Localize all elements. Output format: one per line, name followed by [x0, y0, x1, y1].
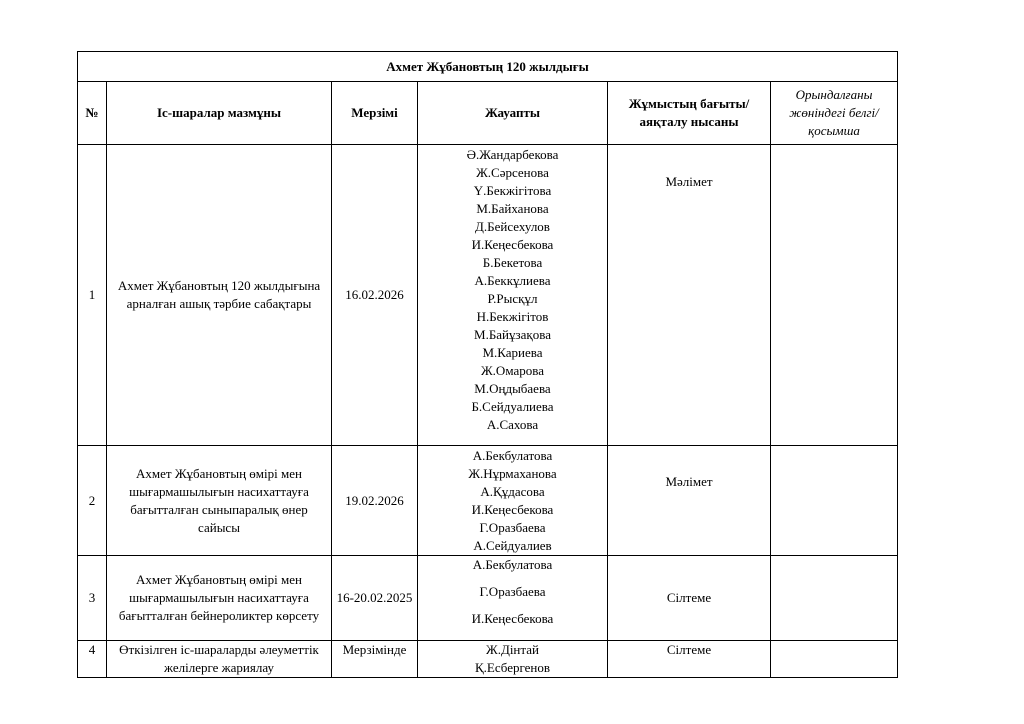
row-num: 3: [78, 556, 107, 641]
header-note: Орындалғаны жөніндегі белгі/қосымша: [771, 82, 898, 145]
responsible-person: А.Беккұлиева: [474, 273, 551, 288]
table-row: [78, 145, 898, 446]
row-date: 16.02.2026: [332, 145, 418, 446]
header-content: Іс-шаралар мазмұны: [107, 82, 332, 145]
row-note: [771, 145, 898, 446]
row-content: Ахмет Жұбановтың өмірі мен шығармашылығын насихаттауға бағытталған бейнероликтер көрсету: [107, 556, 332, 641]
row-content: Ахмет Жұбановтың 120 жылдығына арналған ашық тәрбие сабақтары: [107, 145, 332, 446]
row-responsible: [418, 145, 608, 446]
responsible-person: И.Кеңесбекова: [471, 237, 554, 252]
table-title-row: [78, 52, 898, 82]
row-direction: Мәлімет: [608, 145, 771, 446]
row-responsible: [418, 556, 608, 641]
responsible-person: Ж.Сәрсенова: [476, 165, 549, 180]
table-row: [78, 556, 898, 641]
header-responsible: Жауапты: [418, 82, 608, 145]
responsible-person: И.Кеңесбекова: [471, 502, 554, 517]
table-row: [78, 446, 898, 556]
responsible-person: Г.Оразбаева: [479, 520, 546, 535]
responsible-person: Д.Бейсехулов: [475, 219, 550, 234]
responsible-person: Қ.Есбергенов: [474, 660, 551, 675]
responsible-person: Р.Рысқұл: [487, 291, 538, 306]
header-date: Мерзімі: [332, 82, 418, 145]
responsible-person: А.Бекбулатова: [472, 557, 553, 572]
responsible-person: М.Оңдыбаева: [474, 381, 551, 396]
header-num: №: [78, 82, 107, 145]
row-direction: Сілтеме: [608, 556, 771, 641]
responsible-person: И.Кеңесбекова: [471, 611, 554, 626]
responsible-person: А.Сахова: [486, 417, 539, 432]
header-direction: Жұмыстың бағыты/аяқталу нысаны: [608, 82, 771, 145]
responsible-person: Ү.Бекжігітова: [473, 183, 552, 198]
responsible-person: Ә.Жандарбекова: [466, 147, 559, 162]
responsible-person: М.Байұзақова: [474, 327, 551, 342]
row-responsible: [418, 446, 608, 556]
responsible-person: М.Байханова: [476, 201, 549, 216]
responsible-person: Ж.Дінтай: [486, 642, 539, 657]
row-direction: Сілтеме: [608, 641, 771, 678]
row-note: [771, 556, 898, 641]
row-num: 2: [78, 446, 107, 556]
row-num: 4: [78, 641, 107, 678]
responsible-person: А.Құдасова: [480, 484, 545, 499]
responsible-person: Б.Сейдуалиева: [471, 399, 554, 414]
responsible-person: Ж.Нұрмаханова: [468, 466, 557, 481]
responsible-person: М.Кариева: [482, 345, 543, 360]
row-responsible: [418, 641, 608, 678]
row-date: 19.02.2026: [332, 446, 418, 556]
responsible-person: А.Бекбулатова: [472, 448, 553, 463]
row-content: Өткізілген іс-шараларды әлеуметтік желілерге жариялау: [107, 641, 332, 678]
row-note: [771, 641, 898, 678]
row-num: 1: [78, 145, 107, 446]
table-title: Ахмет Жұбановтың 120 жылдығы: [78, 52, 898, 82]
responsible-person: Г.Оразбаева: [479, 584, 546, 599]
responsible-person: Н.Бекжігітов: [476, 309, 549, 324]
row-date: 16-20.02.2025: [332, 556, 418, 641]
responsible-person: А.Сейдуалиев: [473, 538, 552, 553]
events-table: [77, 51, 898, 678]
row-note: [771, 446, 898, 556]
row-direction: Мәлімет: [608, 446, 771, 556]
row-date: Мерзімінде: [332, 641, 418, 678]
table-header-row: [78, 82, 898, 145]
responsible-person: Б.Бекетова: [482, 255, 543, 270]
row-content: Ахмет Жұбановтың өмірі мен шығармашылығын насихаттауға бағытталған сыныпаралық өнер сайысы: [107, 446, 332, 556]
responsible-person: Ж.Омарова: [481, 363, 544, 378]
table-row: [78, 641, 898, 678]
